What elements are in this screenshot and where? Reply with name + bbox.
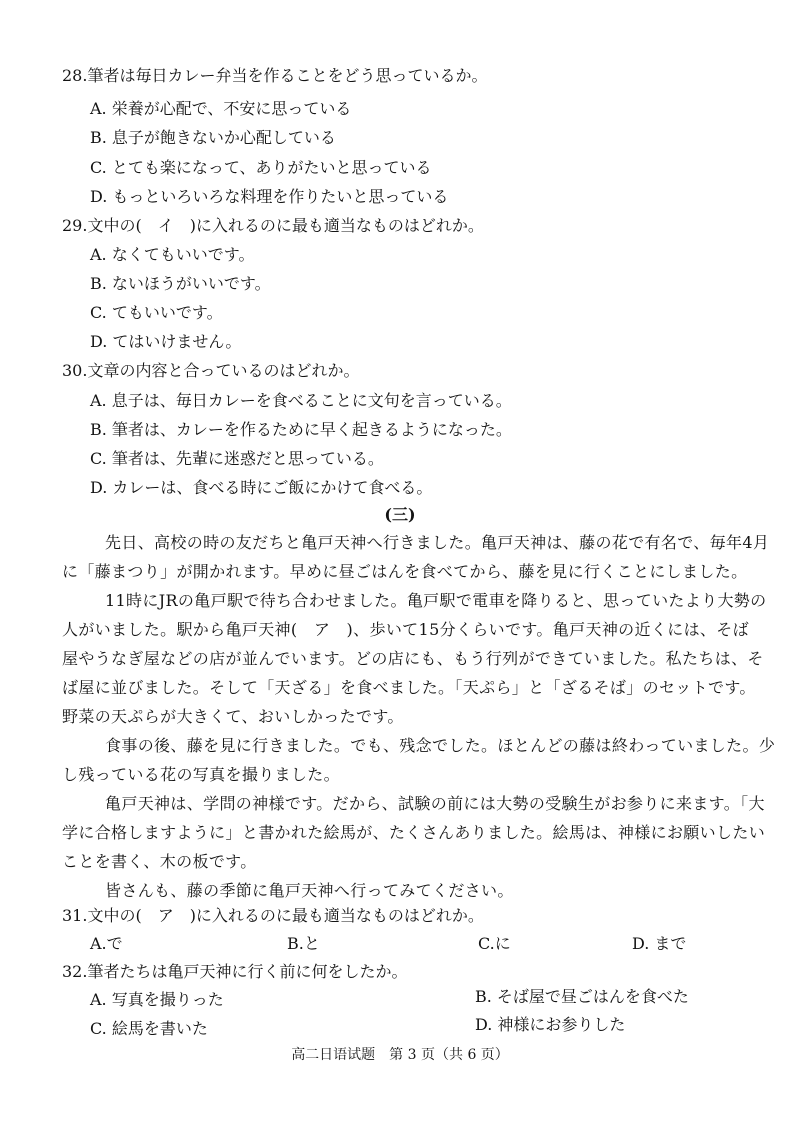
passage-line: 先日、高校の時の友だちと亀戸天神へ行きました。亀戸天神は、藤の花で有名で、毎年4月 xyxy=(105,533,770,552)
section-title: (三) xyxy=(384,505,416,524)
passage-line: ば屋に並びました。そして「天ざる」を食べました。「天ぷら」と「ざるそば」のセットです。 xyxy=(62,678,756,697)
q28-option-b: B. 息子が飽きないか心配している xyxy=(90,128,336,147)
passage-line: 皆さんも、藤の季節に亀戸天神へ行ってみてください。 xyxy=(105,881,514,900)
q29-option-c: C. てもいいです。 xyxy=(90,303,223,322)
q32-stem: 32.筆者たちは亀戸天神に行く前に何をしたか。 xyxy=(62,962,408,981)
passage-line: 亀戸天神は、学問の神様です。だから、試験の前には大勢の受験生がお参りに来ます。「大 xyxy=(105,794,765,813)
q30-option-b: B. 筆者は、カレーを作るために早く起きるようになった。 xyxy=(90,420,512,439)
q31-option-a: A.で xyxy=(90,934,123,953)
q30-option-a: A. 息子は、毎日カレーを食べることに文句を言っている。 xyxy=(90,391,512,410)
q32-option-b: B. そば屋で昼ごはんを食べた xyxy=(475,987,689,1006)
page-footer: 高二日语试题 第 3 页（共 6 页） xyxy=(291,1047,509,1063)
q29-stem: 29.文中の( イ )に入れるのに最も適当なものはどれか。 xyxy=(62,216,484,235)
passage-line: ことを書く、木の板です。 xyxy=(62,852,257,871)
q29-option-a: A. なくてもいいです。 xyxy=(90,245,255,264)
q32-option-c: C. 絵馬を書いた xyxy=(90,1019,208,1038)
passage-line: 人がいました。駅から亀戸天神( ア )、歩いて15分くらいです。亀戸天神の近くには、そば xyxy=(62,620,749,639)
q32-option-a: A. 写真を撮りった xyxy=(90,990,224,1009)
passage-line: に「藤まつり」が開かれます。早めに昼ごはんを食べてから、藤を見に行くことにしました。 xyxy=(62,562,748,581)
q30-option-d: D. カレーは、食べる時にご飯にかけて食べる。 xyxy=(90,478,433,497)
q31-stem: 31.文中の( ア )に入れるのに最も適当なものはどれか。 xyxy=(62,906,484,925)
passage-line: 食事の後、藤を見に行きました。でも、残念でした。ほとんどの藤は終わっていました。少 xyxy=(105,736,776,755)
q31-option-c: C.に xyxy=(478,934,511,953)
q29-option-d: D. てはいけません。 xyxy=(90,332,242,351)
passage-line: 学に合格しますように」と書かれた絵馬が、たくさんありました。絵馬は、神様にお願いしたい xyxy=(62,823,766,842)
passage-line: 11時にJRの亀戸駅で待ち合わせました。亀戸駅で電車を降りると、思っていたより大勢の xyxy=(105,591,767,610)
passage-line: 野菜の天ぷらが大きくて、おいしかったです。 xyxy=(62,707,404,726)
q32-option-d: D. 神様にお参りした xyxy=(475,1015,626,1034)
q28-option-a: A. 栄養が心配で、不安に思っている xyxy=(90,99,352,118)
q28-option-c: C. とても楽になって、ありがたいと思っている xyxy=(90,158,432,177)
q28-stem: 28.筆者は毎日カレー弁当を作ることをどう思っているか。 xyxy=(62,66,488,85)
q31-option-d: D. まで xyxy=(632,934,687,953)
passage-line: 屋やうなぎ屋などの店が並んでいます。どの店にも、もう行列ができていました。私たちは、そ xyxy=(62,649,764,668)
q29-option-b: B. ないほうがいいです。 xyxy=(90,274,271,293)
q31-option-b: B.と xyxy=(287,934,320,953)
q30-stem: 30.文章の内容と合っているのはどれか。 xyxy=(62,361,360,380)
q28-option-d: D. もっといろいろな料理を作りたいと思っている xyxy=(90,187,449,206)
passage-line: し残っている花の写真を撮りました。 xyxy=(62,765,340,784)
q30-option-c: C. 筆者は、先輩に迷惑だと思っている。 xyxy=(90,449,384,468)
